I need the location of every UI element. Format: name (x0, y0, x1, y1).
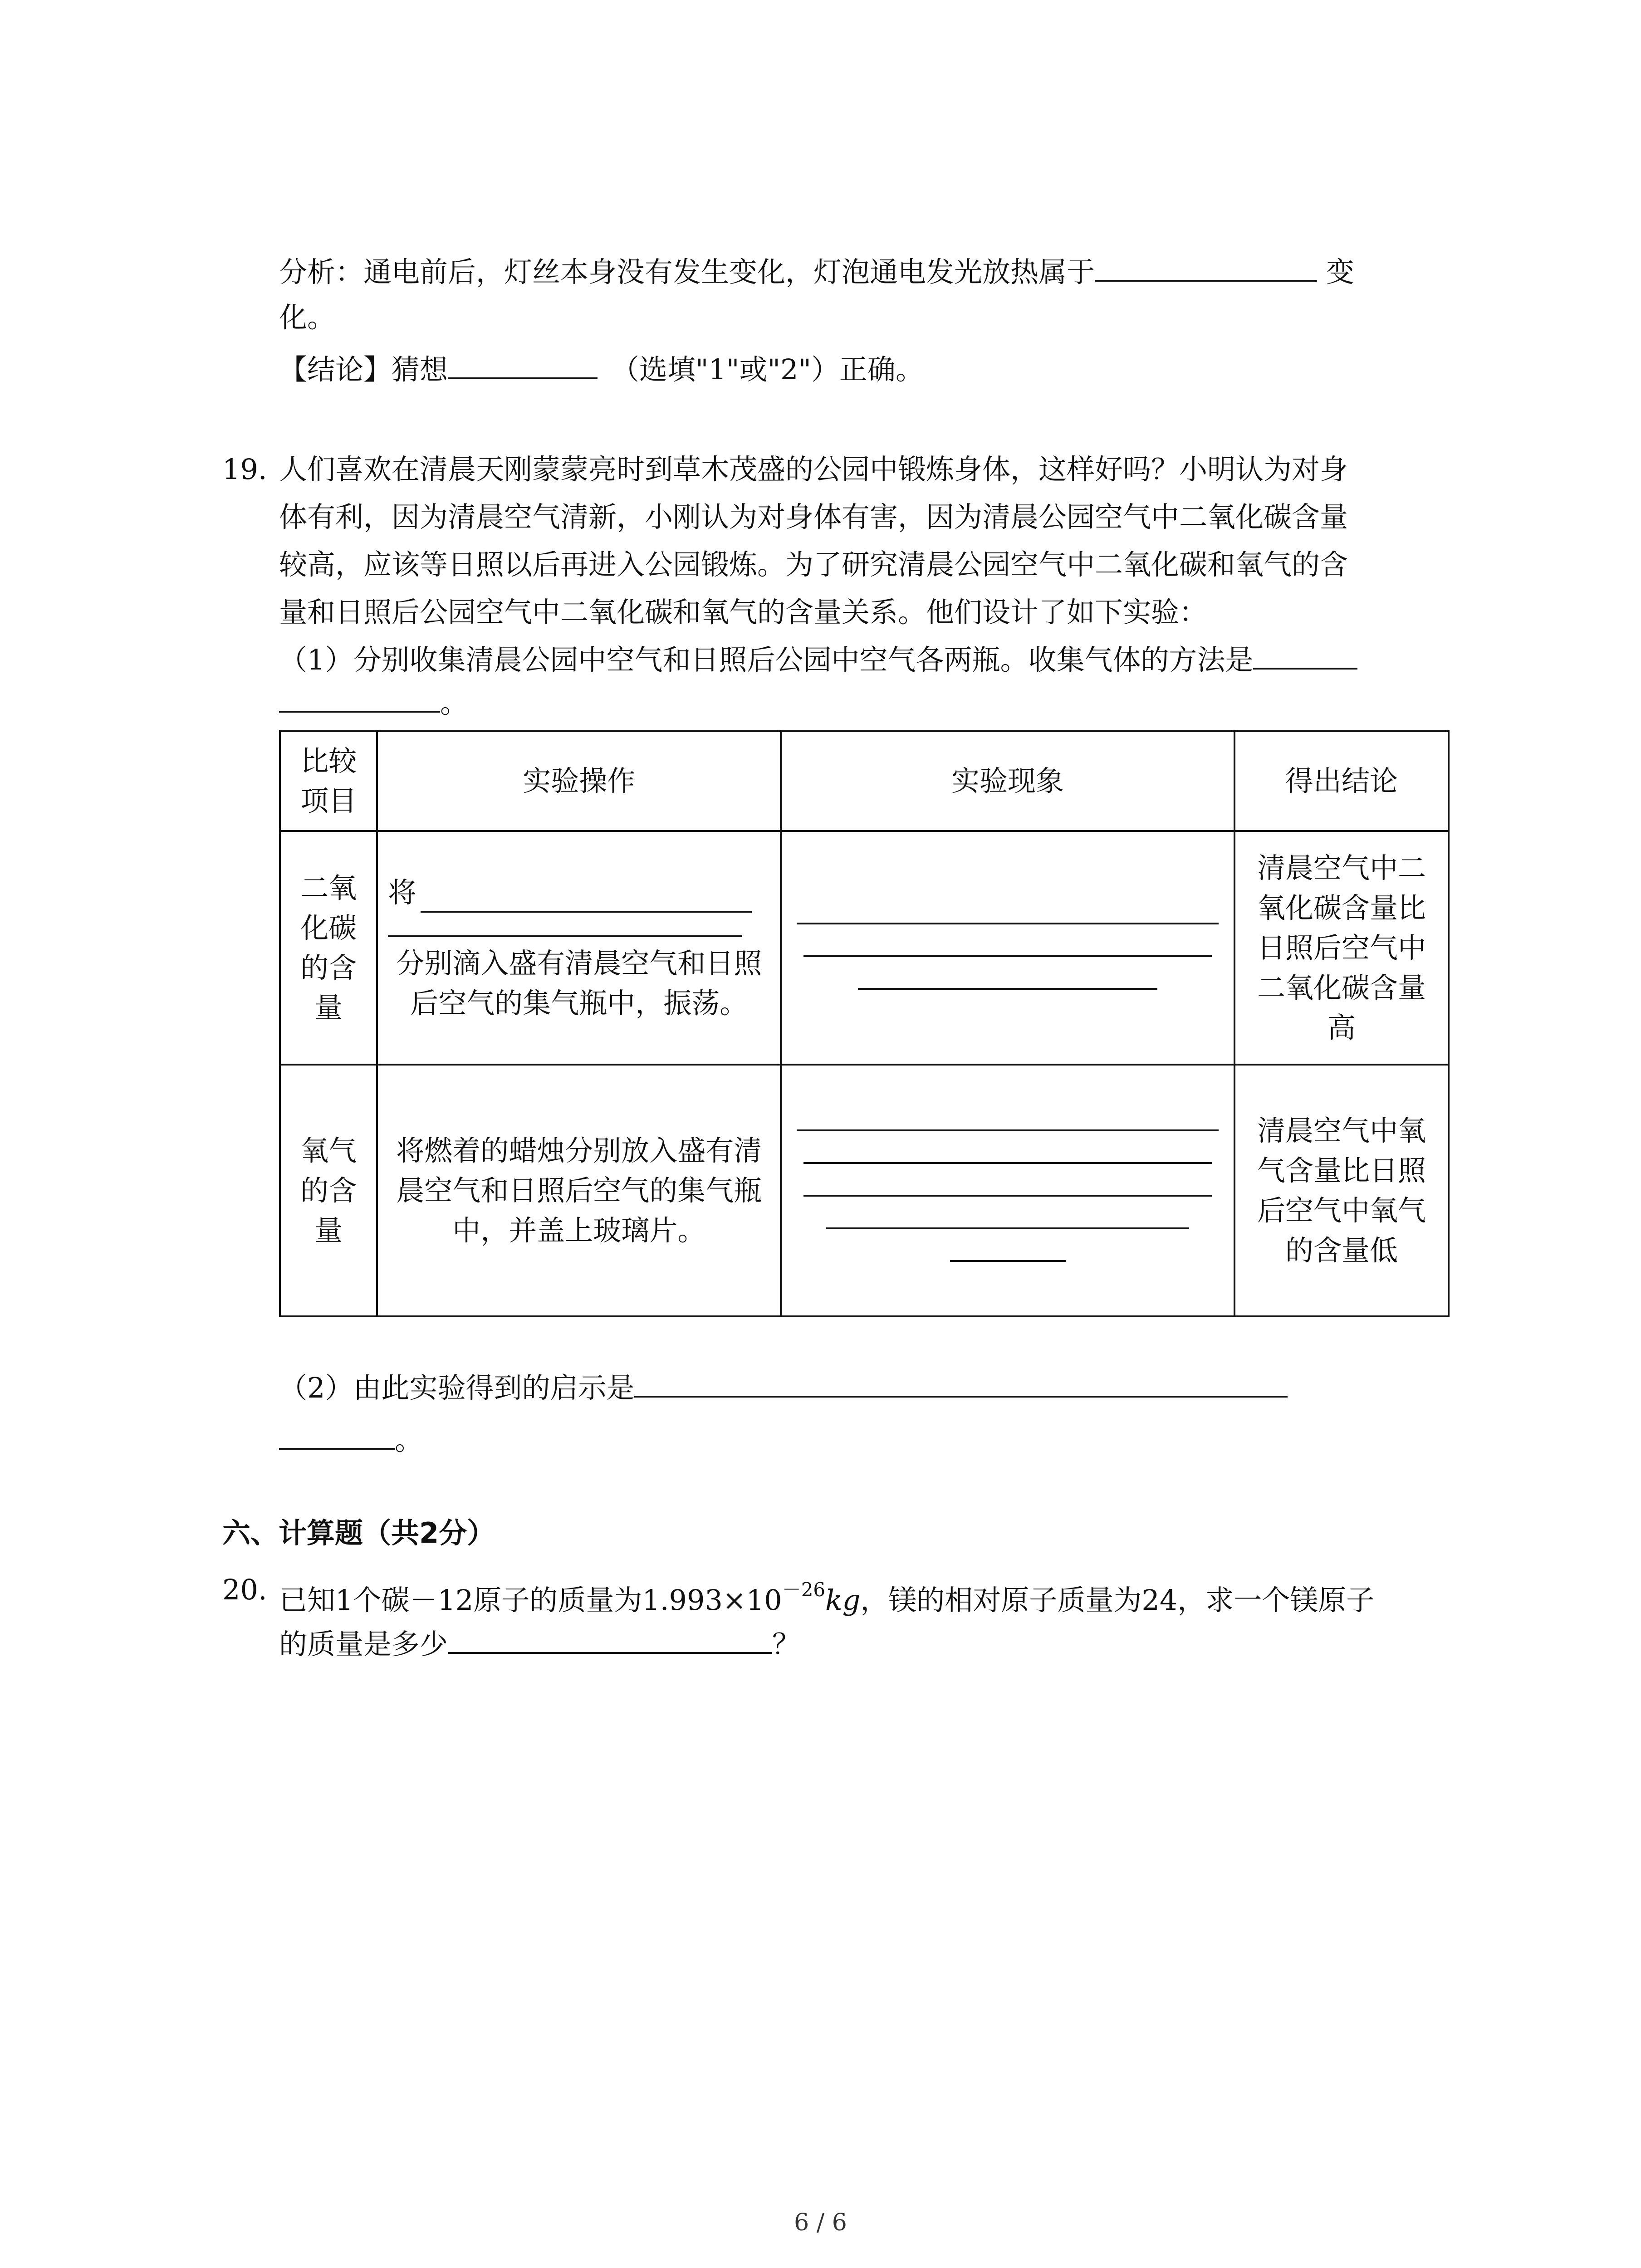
q19-line-2: 体有利，因为清晨空气清新，小刚认为对身体有害，因为清晨公园空气中二氧化碳含量 (279, 500, 1348, 533)
header-phenomenon: 实验现象 (781, 731, 1234, 831)
q19-part2-blank-b[interactable] (279, 1420, 395, 1450)
row-co2-op-blank-b[interactable] (388, 917, 742, 937)
analysis-suffix: 变 (1326, 255, 1355, 288)
q19-part2-line (279, 1368, 1288, 1408)
page-number: 6 / 6 (794, 2209, 847, 2236)
table-row-co2 (280, 831, 1449, 1065)
q20-unit: kg (825, 1584, 861, 1617)
table-header-row (280, 731, 1449, 831)
q19-part2-cont (279, 1420, 423, 1461)
q19-part1-blank-b[interactable] (279, 683, 440, 713)
row-co2-phen-blank-2[interactable] (803, 937, 1212, 957)
q19-part1-text: （1）分别收集清晨公园中空气和日照后公园中空气各两瓶。收集气体的方法是 (279, 643, 1254, 676)
row-o2-operation: 将燃着的蜡烛分别放入盛有清晨空气和日照后空气的集气瓶中，并盖上玻璃片。 (377, 1065, 781, 1316)
conclusion-blank[interactable] (448, 349, 598, 379)
analysis-text: 分析：通电前后，灯丝本身没有发生变化，灯泡通电发光放热属于 (279, 255, 1095, 288)
analysis-line-1 (279, 252, 1354, 293)
q19-number: 19. (222, 453, 267, 486)
q19-part1-end: 。 (440, 686, 469, 719)
header-operation: 实验操作 (377, 731, 781, 831)
analysis-line-2: 化。 (279, 301, 336, 334)
q20-line-1 (279, 1569, 1374, 1621)
row-co2-op-text: 分别滴入盛有清晨空气和日照后空气的集气瓶中，振荡。 (396, 946, 762, 1020)
row-co2-operation (377, 831, 781, 1065)
conclusion-suffix: （选填"1"或"2"）正确。 (611, 353, 924, 386)
row-o2-phen-blank-1[interactable] (797, 1111, 1219, 1131)
table-row-o2 (280, 1065, 1449, 1316)
q20-number: 20. (222, 1573, 267, 1606)
row-o2-phenomenon (781, 1065, 1234, 1316)
q19-part2-blank-a[interactable] (634, 1368, 1288, 1398)
q20-answer-blank[interactable] (448, 1624, 772, 1654)
row-co2-op-first-line (388, 873, 770, 913)
row-co2-phenomenon (781, 831, 1234, 1065)
conclusion-line (279, 349, 924, 390)
q20-text-c: 的质量是多少 (279, 1628, 448, 1661)
row-co2-phen-blank-1[interactable] (797, 904, 1219, 924)
q19-part2-end: 。 (395, 1423, 423, 1457)
q19-line-1: 人们喜欢在清晨天刚蒙蒙亮时到草木茂盛的公园中锻炼身体，这样好吗？小明认为对身 (279, 453, 1348, 486)
q20-text-d: ？ (772, 1628, 801, 1661)
row-co2-op-prefix: 将 (388, 875, 416, 909)
q19-part1-cont (279, 683, 468, 723)
q19-part1-blank-a[interactable] (1253, 640, 1357, 670)
q19-line-4: 量和日照后公园空气中二氧化碳和氧气的含量关系。他们设计了如下实验： (279, 596, 1208, 629)
experiment-table (279, 730, 1450, 1317)
q19-line-3: 较高，应该等日照以后再进入公园锻炼。为了研究清晨公园空气中二氧化碳和氧气的含 (279, 548, 1348, 581)
q20-text-a: 已知1个碳－12原子的质量为1.993×10 (279, 1584, 782, 1617)
header-compare-item: 比较项目 (280, 731, 377, 831)
row-co2-op-blank-a[interactable] (421, 883, 752, 913)
section-6-title: 六、计算题（共2分） (222, 1516, 495, 1549)
row-o2-phen-blank-5[interactable] (950, 1242, 1066, 1262)
q19-part2-text: （2）由此实验得到的启示是 (279, 1371, 635, 1404)
row-co2-phen-blank-3[interactable] (858, 970, 1157, 990)
row-co2-conclusion: 清晨空气中二氧化碳含量比日照后空气中二氧化碳含量高 (1234, 831, 1449, 1065)
row-o2-phen-blank-3[interactable] (803, 1177, 1212, 1197)
q20-text-b: ，镁的相对原子质量为24，求一个镁原子 (860, 1584, 1375, 1617)
row-o2-item: 氧气的含量 (280, 1065, 377, 1316)
row-o2-conclusion: 清晨空气中氧气含量比日照后空气中氧气的含量低 (1234, 1065, 1449, 1316)
row-o2-phen-blank-4[interactable] (826, 1209, 1189, 1229)
row-co2-item: 二氧化碳的含量 (280, 831, 377, 1065)
conclusion-prefix: 【结论】猜想 (279, 353, 448, 386)
header-conclusion: 得出结论 (1234, 731, 1449, 831)
q20-line-2 (279, 1624, 800, 1665)
row-o2-phen-blank-2[interactable] (803, 1144, 1212, 1164)
analysis-blank[interactable] (1095, 252, 1317, 282)
q19-part1-line (279, 640, 1357, 680)
q20-exponent: －26 (782, 1579, 826, 1601)
